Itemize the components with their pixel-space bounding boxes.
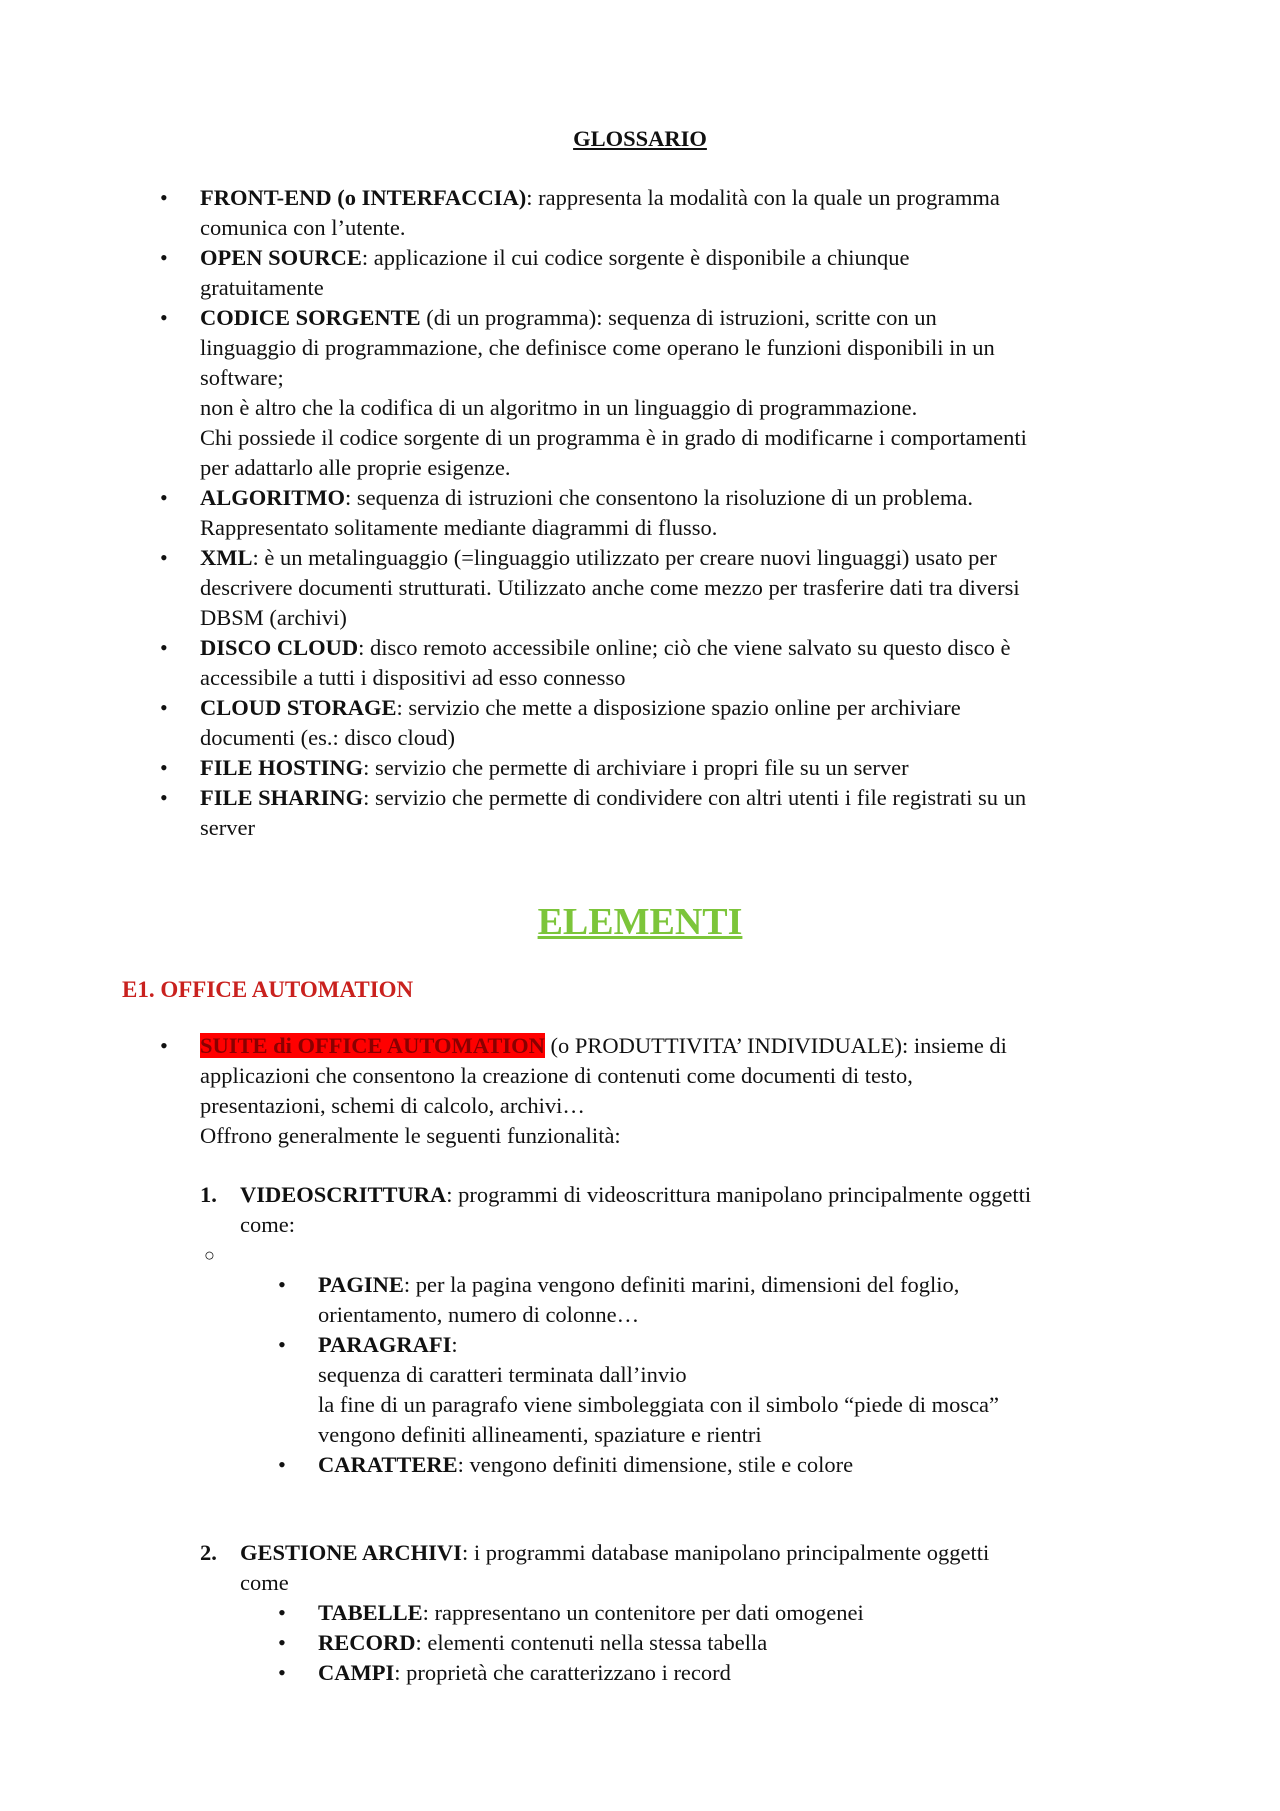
list-item: • OPEN SOURCE: applicazione il cui codice sorgente è disponibile a chiunque gratuitamente (160, 245, 910, 300)
numbered-item-gestione-archivi: 2. GESTIONE ARCHIVI: i programmi database manipolano principalmente oggetti come (200, 1540, 990, 1595)
videoscrittura-sublist (278, 1270, 1118, 1480)
item-term: GESTIONE ARCHIVI (240, 1540, 462, 1565)
bullet-icon: • (160, 545, 168, 570)
circle-bullet-icon: ○ (204, 1245, 215, 1265)
bullet-icon: • (160, 245, 168, 270)
item-number: 1. (200, 1182, 217, 1207)
bullet-icon: • (278, 1272, 286, 1297)
bullet-icon: • (278, 1600, 286, 1625)
glossary-term: FILE HOSTING (200, 755, 364, 780)
item-number: 2. (200, 1540, 217, 1565)
bullet-icon: • (160, 1033, 168, 1058)
glossary-term: ALGORITMO (200, 485, 346, 510)
list-item: • RECORD: elementi contenuti nella stessa tabella (318, 1628, 1118, 1658)
numbered-item-videoscrittura: 1. VIDEOSCRITTURA: programmi di videoscrittura manipolano principalmente oggetti come: (200, 1182, 1032, 1237)
bullet-icon: • (160, 305, 168, 330)
elementi-title: ELEMENTI (537, 901, 743, 943)
highlighted-term: SUITE di OFFICE AUTOMATION (200, 1033, 545, 1058)
list-item: • FILE HOSTING: servizio che permette di archiviare i propri file su un server (200, 753, 1160, 783)
list-item: • PAGINE: per la pagina vengono definiti marini, dimensioni del foglio, orientamento, numero di colonne… (278, 1272, 960, 1327)
item-term: VIDEOSCRITTURA (240, 1182, 447, 1207)
glossary-term: DISCO CLOUD (200, 635, 359, 660)
list-item: • DISCO CLOUD: disco remoto accessibile online; ciò che viene salvato su questo disco è accessibile a tutti i dispositivi ad esso connesso (160, 635, 1011, 690)
list-item: • PARAGRAFI: sequenza di caratteri terminata dall’invio la fine di un paragrafo viene simboleggiata con il simbolo “piede di mosca” vengono definiti allineamenti, spaziature e rientri (278, 1332, 1000, 1447)
list-item: • CODICE SORGENTE (di un programma): sequenza di istruzioni, scritte con un linguaggio di programmazione, che definisce come operano le funzioni disponibili in un software; non è altro che la codifica di un algoritmo in un linguaggio di programmazione. Chi possiede il codice sorgente di un programma è in grado di modificarne i comportamenti per adattarlo alle proprie esigenze. (160, 305, 1027, 480)
bullet-icon: • (160, 185, 168, 210)
list-item: • CARATTERE: vengono definiti dimensione, stile e colore (318, 1450, 1118, 1480)
bullet-icon: • (278, 1452, 286, 1477)
glossary-title: GLOSSARIO (573, 126, 707, 151)
glossary-term: FILE SHARING (200, 785, 364, 810)
glossary-term: CLOUD STORAGE (200, 695, 397, 720)
bullet-icon: • (160, 695, 168, 720)
list-item: • CAMPI: proprietà che caratterizzano i record (318, 1658, 1118, 1688)
list-item: • CLOUD STORAGE: servizio che mette a disposizione spazio online per archiviare documenti (es.: disco cloud) (160, 695, 961, 750)
glossary-term: OPEN SOURCE (200, 245, 362, 270)
bullet-icon: • (160, 755, 168, 780)
bullet-icon: • (160, 485, 168, 510)
list-item: • FRONT-END (o INTERFACCIA): rappresenta la modalità con la quale un programma comunica con l’utente. (160, 185, 1000, 240)
bullet-icon: • (278, 1630, 286, 1655)
section-heading: E1. OFFICE AUTOMATION (122, 977, 414, 1002)
bullet-icon: • (160, 635, 168, 660)
list-item: • TABELLE: rappresentano un contenitore per dati omogenei (318, 1598, 1118, 1628)
glossary-term: CODICE SORGENTE (200, 305, 421, 330)
list-item: • FILE SHARING: servizio che permette di condividere con altri utenti i file registrati su un server (160, 785, 1027, 840)
list-item: • XML: è un metalinguaggio (=linguaggio utilizzato per creare nuovi linguaggi) usato per descrivere documenti strutturati. Utilizzato anche come mezzo per trasferire dati tra diversi DBSM (archivi) (160, 545, 1020, 630)
glossary-term: FRONT-END (o INTERFACCIA) (200, 185, 527, 210)
suite-paragraph: • SUITE di OFFICE AUTOMATION (o PRODUTTIVITA’ INDIVIDUALE): insieme di applicazioni che consentono la creazione di contenuti come documenti di testo, presentazioni, schemi di calcolo, archivi… Offrono generalmente le seguenti funzionalità: (160, 1033, 1007, 1148)
bullet-icon: • (278, 1332, 286, 1357)
bullet-icon: • (278, 1660, 286, 1685)
archivi-sublist (278, 1598, 1118, 1688)
glossary-term: XML (200, 545, 253, 570)
glossary-list (160, 183, 1160, 843)
bullet-icon: • (160, 785, 168, 810)
list-item: • ALGORITMO: sequenza di istruzioni che consentono la risoluzione di un problema. Rappresentato solitamente mediante diagrammi di flusso. (160, 485, 973, 540)
